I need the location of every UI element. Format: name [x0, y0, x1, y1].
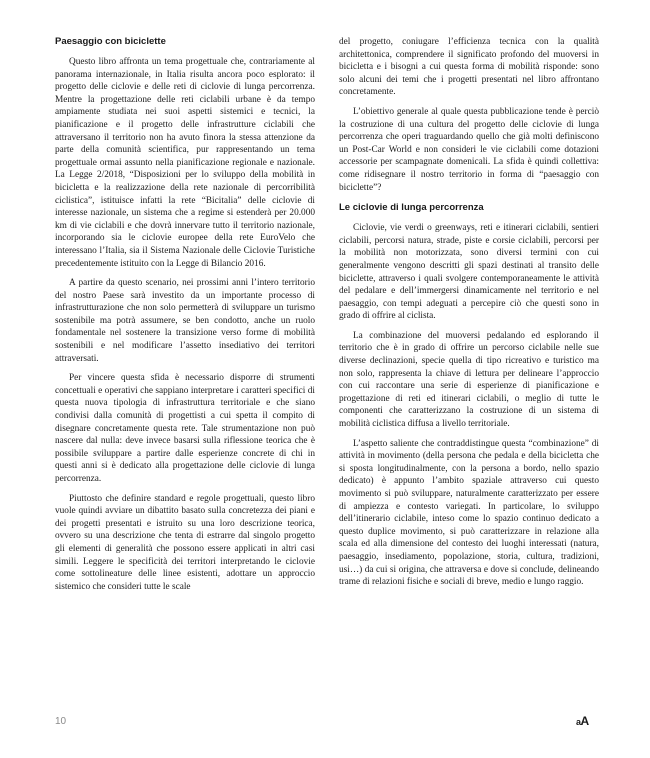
paragraph: Ciclovie, vie verdi o greenways, reti e itinerari ciclabili, sentieri ciclabili, percorsi natura, strade, piste e corsie ciclabili, percorsi per la mobilità non motorizzata, sono diversi termini con cui generalmente vengono descritti gli spazi destinati al transito delle biciclette, attraverso i quali svolgere contemporaneamente le attività del pedalare e dell’immergersi dinamicamente nel territorio e nel paesaggio, con tempi adeguati a percepire ciò che questi sono in grado di offrire al ciclista.	[339, 223, 599, 322]
page-number: 10	[55, 716, 67, 727]
paragraph-continuation: del progetto, coniugare l’efficienza tecnica con la qualità architettonica, comprendere il significato profondo del muoversi in bicicletta e i bisogni a cui questa forma di mobilità risponde: sono solo alcuni dei temi che i progetti presentati nel libro affrontano concretamente.	[339, 37, 599, 98]
logo-large-letter: A	[580, 714, 589, 728]
section-heading-ciclovie: Le ciclovie di lunga percorrenza	[339, 202, 484, 214]
logo-small-letter: a	[576, 717, 581, 727]
paragraph: Questo libro affronta un tema progettuale che, contrariamente al panorama internazionale, in Italia risulta ancora poco esplorato: il progetto delle ciclovie e delle reti di ciclovie di lunga percorrenza. Mentre la progettazione delle reti ciclabili urbane è da tempo ampiamente studiata nei suoi aspetti sistemici e tecnici, la pianificazione e il progetto delle infrastrutture ciclabili che attraversano il territorio non ha avuto finora la stessa attenzione da parte della comunità scientifica, pur rappresentando un tema progettuale ormai assunto nella pianificazione regionale e nazionale. La Legge 2/2018, “Disposizioni per lo sviluppo della mobilità in bicicletta e la realizzazione della rete nazionale di percorribilità ciclistica”, istituisce infatti la rete “Bicitalia” delle ciclovie di interesse nazionale, un sistema che a regime si estenderà per 20.000 km di vie ciclabili e che dovrà innervare tutto il territorio nazionale, incorporando sia le ciclovie europee della rete EuroVelo che interessano l’Italia, sia il Sistema Nazionale delle Ciclovie Turistiche precedentemente istituito con la Legge di Bilancio 2016.	[55, 57, 315, 269]
paragraph: L’obiettivo generale al quale questa pubblicazione tende è perciò la costruzione di una cultura del progetto delle ciclovie di lunga percorrenza che operi traguardando quello che già molti definiscono un Post-Car World e non consideri le vie ciclabili come dotazioni accessorie per scampagnate domenicali. La sfida è quindi collettiva: come ridisegnare il nostro territorio in forma di “paesaggio con biciclette”?	[339, 106, 599, 193]
paragraph: A partire da questo scenario, nei prossimi anni l’intero territorio del nostro Paese sarà investito da un importante processo di infrastrutturazione che non solo permetterà di sviluppare un turismo sostenibile ma potrà assumere, se ben condotto, anche un ruolo fondamentale nel sostenere la transizione verso forme di mobilità sostenibili e nel modificare l’assetto insediativo dei territori attraversati.	[55, 278, 315, 364]
paragraph: La combinazione del muoversi pedalando ed esplorando il territorio che è in grado di offrire un percorso ciclabile nelle sue diverse declinazioni, specie quella di tipo ricreativo e turistico ma non solo, rappresenta la chiave di lettura per delineare l’approccio con cui raccontare una serie di esperienze di pianificazione e progettazione di reti ed itinerari ciclabili, o meglio di tutte le componenti che caratterizzano la costruzione di un sistema di mobilità ciclistica diffusa a livello territoriale.	[339, 330, 599, 430]
right-column	[339, 36, 599, 596]
paragraph: Piuttosto che definire standard e regole progettuali, questo libro vuole quindi avviare un dibattito basato sulla concretezza dei piani e dei progetti presentati e istruito su una loro descrizione teorica, ovvero su una descrizione che tenta di estrarre dal singolo progetto gli elementi di generalità che possono essere applicati in altri casi simili. Leggere le specificità dei territori interpretando le ciclovie come sottolineature delle linee esistenti, adottare un approccio sistemico che consideri tutte le scale	[55, 493, 315, 592]
section-heading-paesaggio: Paesaggio con biciclette	[55, 36, 166, 47]
publisher-logo	[576, 714, 589, 728]
paragraph: L’aspetto saliente che contraddistingue questa “combinazione” di attività in movimento (della persona che pedala e della bicicletta che si sposta longitudinalmente, con la persona a bordo, nello spazio dedicato) è appunto l’ambito spaziale attraverso cui questo movimento si può sviluppare, naturalmente caratterizzato per essere di ampiezza e contesto variegati. In particolare, lo sviluppo dell’itinerario ciclabile, inteso come lo spazio continuo dedicato a questo duplice movimento, si può caratterizzare in relazione alla scala ed alla dimensione del contesto dei luoghi interessati (natura, paesaggio, insediamento, popolazione, storia, cultura, tradizioni, usi…) da cui si origina, che attraversa e dove si conclude, delineando trame di relazioni fisiche e sociali di breve, medio e lungo raggio.	[339, 438, 599, 588]
left-column	[55, 36, 315, 600]
paragraph: Per vincere questa sfida è necessario disporre di strumenti concettuali e operativi che sappiano interpretare i caratteri specifici di questa nuova tipologia di infrastruttura territoriale e che siano condivisi dalla comunità di progettisti a cui spetta il compito di disegnare concretamente questa rete. Tale strumentazione non può nascere dal nulla: deve invece basarsi sulla riflessione teorica che è possibile sviluppare a partire dalle esperienze concrete di chi in questi anni si è dedicato alla progettazione delle ciclovie di lunga percorrenza.	[55, 373, 315, 484]
